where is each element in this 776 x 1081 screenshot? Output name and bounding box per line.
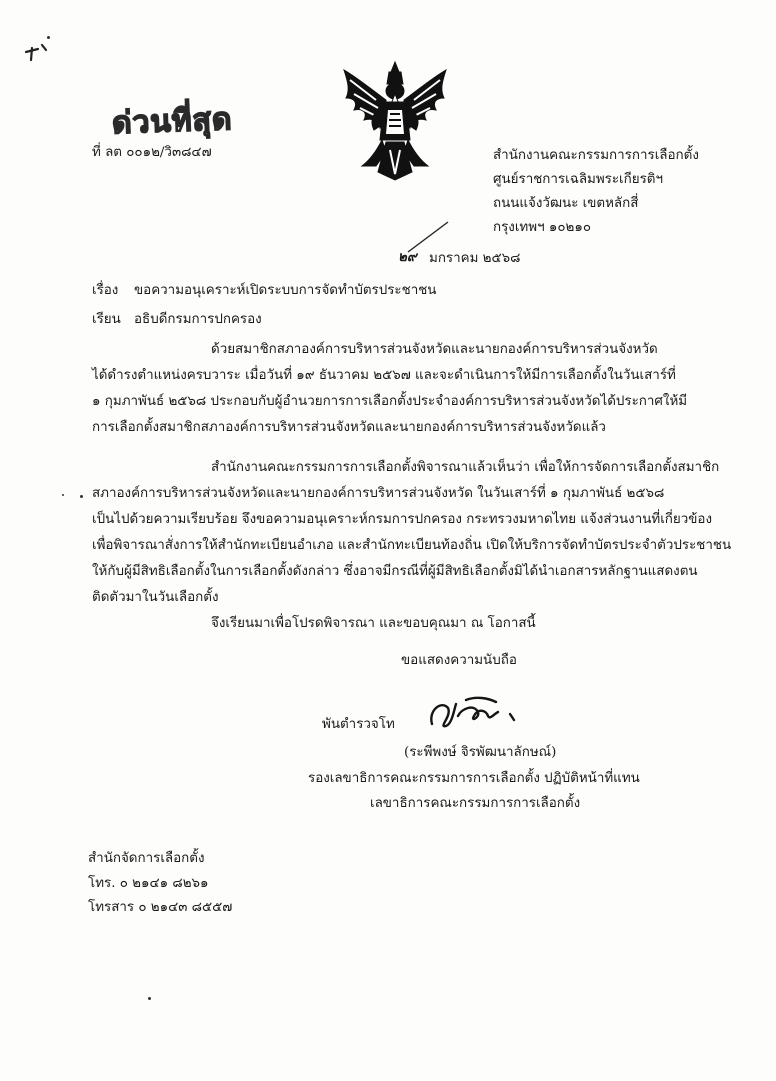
closing-request: จึงเรียนมาเพื่อโปรดพิจารณา และขอบคุณมา ณ โอกาสนี้ bbox=[211, 616, 536, 631]
reference-number: ที่ ลต ๐๐๑๒/วิ๓๘๔๗ bbox=[92, 145, 212, 160]
footer-fax: โทรสาร ๐ ๒๑๔๓ ๘๕๕๗ bbox=[88, 900, 233, 915]
date-day: ๒๙ bbox=[398, 249, 417, 265]
paragraph-1-line-4: การเลือกตั้งสมาชิกสภาองค์การบริหารส่วนจังหวัดและนายกองค์การบริหารส่วนจังหวัดแล้ว bbox=[92, 420, 606, 435]
recipient-text: อธิบดีกรมการปกครอง bbox=[134, 312, 262, 327]
closing-phrase: ขอแสดงความนับถือ bbox=[401, 653, 517, 668]
signer-position-1: รองเลขาธิการคณะกรรมการการเลือกตั้ง ปฏิบัติหน้าที่แทน bbox=[308, 771, 640, 786]
handwritten-mark bbox=[20, 38, 56, 68]
subject-text: ขอความอนุเคราะห์เปิดระบบการจัดทำบัตรประชาชน bbox=[134, 283, 437, 298]
paragraph-1-line-3: ๑ กุมภาพันธ์ ๒๕๖๘ ประกอบกับผู้อำนวยการการเลือกตั้งประจำองค์การบริหารส่วนจังหวัดได้ประกาศให้มี bbox=[92, 394, 688, 409]
handwritten-signature bbox=[422, 690, 526, 736]
subject-label: เรื่อง bbox=[92, 283, 119, 298]
scan-speck bbox=[47, 36, 50, 39]
scan-speck bbox=[62, 494, 64, 496]
urgent-stamp: ด่วนที่สุด bbox=[111, 101, 233, 142]
paragraph-1-line-1: ด้วยสมาชิกสภาองค์การบริหารส่วนจังหวัดและนายกองค์การบริหารส่วนจังหวัด bbox=[211, 342, 658, 357]
office-line-4: กรุงเทพฯ ๑๐๒๑๐ bbox=[493, 220, 592, 235]
paragraph-1-line-2: ได้ดำรงตำแหน่งครบวาระ เมื่อวันที่ ๑๙ ธันวาคม ๒๕๖๗ และจะดำเนินการให้มีการเลือกตั้งในวันเสาร์ที่ bbox=[92, 368, 676, 383]
office-line-2: ศูนย์ราชการเฉลิมพระเกียรติฯ bbox=[493, 172, 663, 187]
scan-speck bbox=[80, 495, 83, 498]
date-month-year: มกราคม ๒๕๖๘ bbox=[429, 251, 521, 266]
recipient-label: เรียน bbox=[92, 312, 121, 327]
footer-department: สำนักจัดการเลือกตั้ง bbox=[88, 851, 205, 866]
office-line-1: สำนักงานคณะกรรมการการเลือกตั้ง bbox=[493, 148, 699, 163]
signer-position-2: เลขาธิการคณะกรรมการการเลือกตั้ง bbox=[370, 796, 581, 811]
paragraph-2-line-6: ติดตัวมาในวันเลือกตั้ง bbox=[92, 590, 219, 605]
office-line-3: ถนนแจ้งวัฒนะ เขตหลักสี่ bbox=[493, 196, 639, 211]
signer-rank: พันตำรวจโท bbox=[322, 717, 395, 732]
paragraph-2-line-5: ให้กับผู้มีสิทธิเลือกตั้งในการเลือกตั้งดังกล่าว ซึ่งอาจมีกรณีที่ผู้มีสิทธิเลือกตั้งมิได้นำเอกสารหลักฐานแสดงตน bbox=[92, 564, 698, 579]
paragraph-2-line-1: สำนักงานคณะกรรมการการเลือกตั้งพิจารณาแล้วเห็นว่า เพื่อให้การจัดการเลือกตั้งสมาชิก bbox=[211, 460, 720, 475]
paragraph-2-line-2: สภาองค์การบริหารส่วนจังหวัดและนายกองค์การบริหารส่วนจังหวัด ในวันเสาร์ที่ ๑ กุมภาพันธ์ ๒๕๖๘ bbox=[92, 486, 665, 501]
paragraph-2-line-4: เพื่อพิจารณาสั่งการให้สำนักทะเบียนอำเภอ และสำนักทะเบียนท้องถิ่น เปิดให้บริการจัดทำบัตรประจำตัวประชาชน bbox=[92, 538, 732, 553]
scan-speck bbox=[148, 997, 151, 1000]
signer-name: (ระพีพงษ์ จิรพัฒนาลักษณ์) bbox=[404, 745, 557, 760]
garuda-emblem-icon bbox=[336, 60, 454, 182]
footer-telephone: โทร. ๐ ๒๑๔๑ ๘๒๖๑ bbox=[88, 876, 209, 891]
paragraph-2-line-3: เป็นไปด้วยความเรียบร้อย จึงขอความอนุเคราะห์กรมการปกครอง กระทรวงมหาดไทย แจ้งส่วนงานที่เกี่ยวข้อง bbox=[92, 512, 712, 527]
